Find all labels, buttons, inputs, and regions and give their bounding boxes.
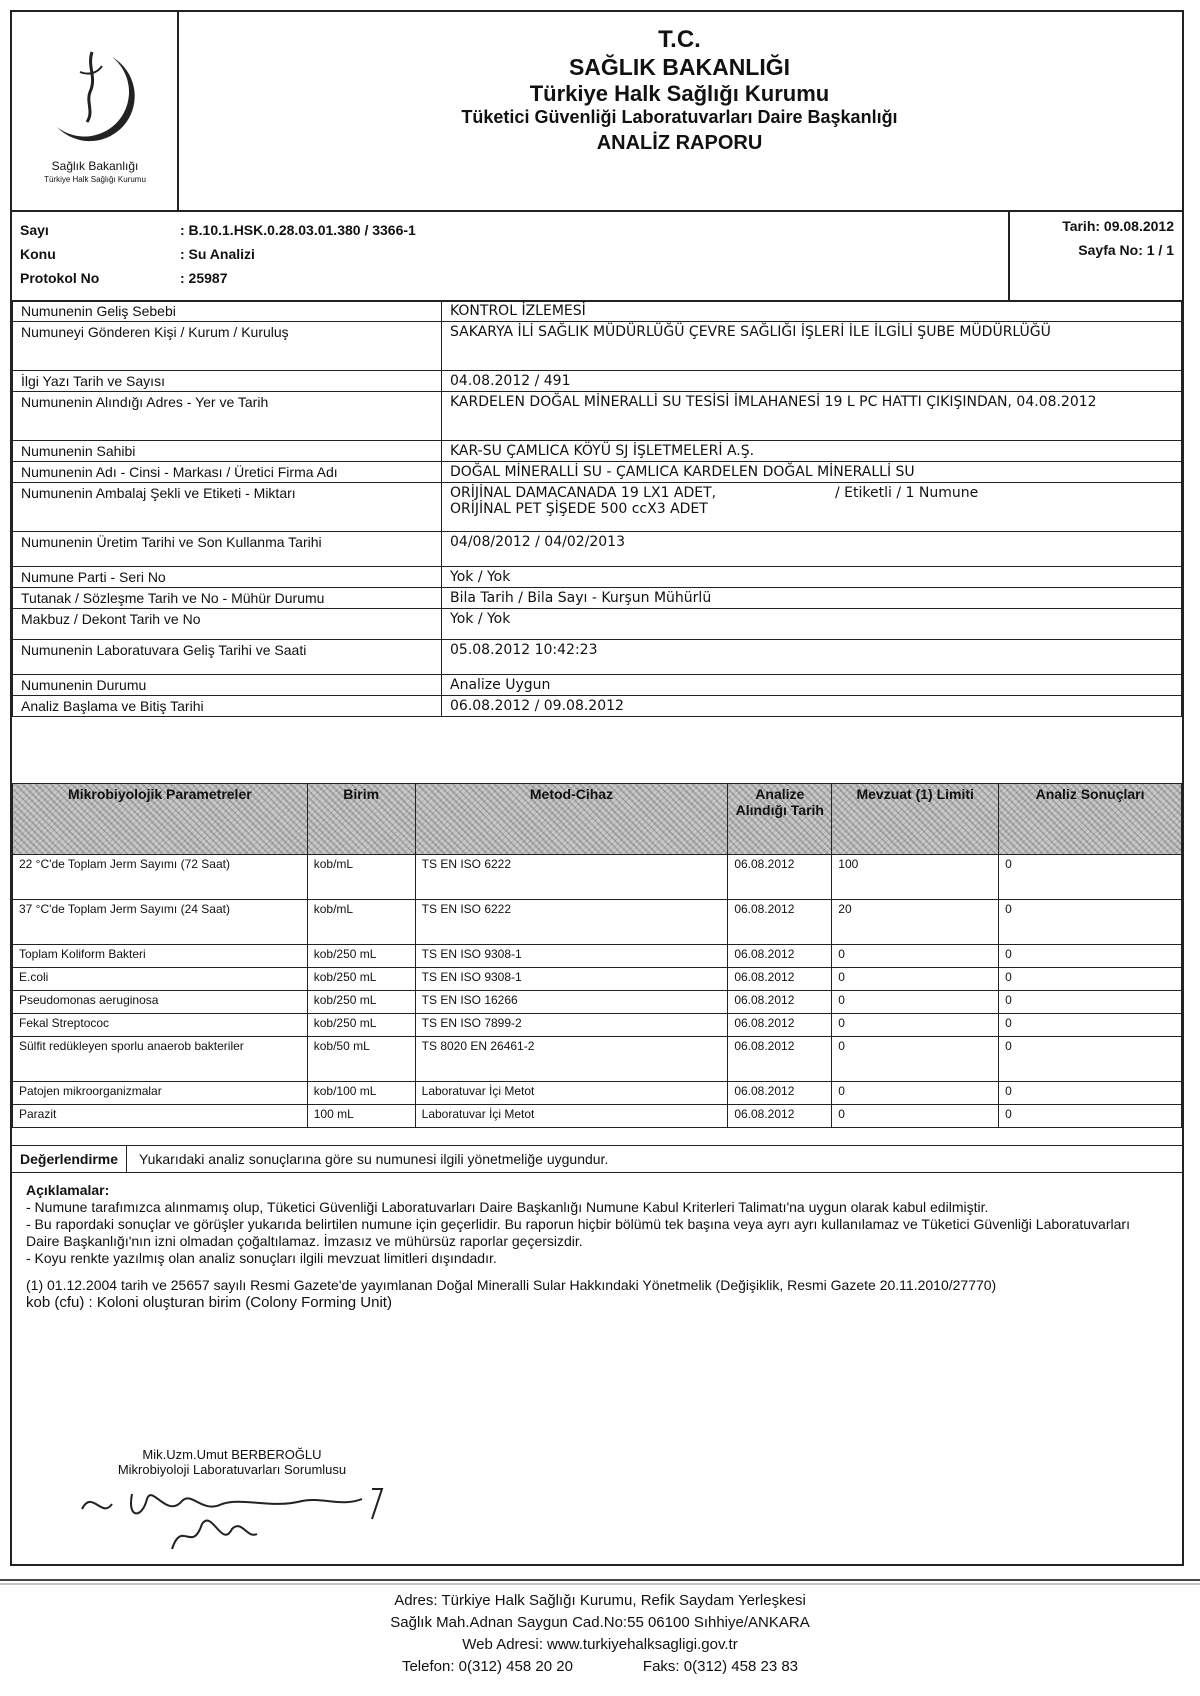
page-number: Sayfa No: 1 / 1: [1078, 242, 1174, 258]
evaluation-row: [12, 1145, 1182, 1173]
table-cell: kob/mL: [307, 855, 415, 900]
packaging-line-1: ORİJİNAL DAMACANADA 19 LX1 ADET,: [450, 485, 717, 501]
footer-fax: Faks: 0(312) 458 23 83: [642, 1658, 799, 1675]
protokol-value: : 25987: [180, 270, 228, 286]
column-header: Analiz Sonuçları: [999, 784, 1182, 855]
table-cell: 0: [999, 991, 1182, 1014]
evaluation-text: Yukarıdaki analiz sonuçlarına göre su numunesi ilgili yönetmeliğe uygundur.: [139, 1151, 609, 1167]
info-value: 05.08.2012 10:42:23: [442, 640, 1182, 675]
table-cell: E.coli: [13, 968, 308, 991]
table-cell: 0: [999, 900, 1182, 945]
table-row: [13, 675, 1182, 696]
table-cell: 0: [999, 1014, 1182, 1037]
footer-address: Adres: Türkiye Halk Sağlığı Kurumu, Refik Saydam Yerleşkesi: [394, 1592, 806, 1609]
table-cell: kob/250 mL: [307, 945, 415, 968]
table-cell: Fekal Streptococ: [13, 1014, 308, 1037]
report-date: Tarih: 09.08.2012: [1062, 218, 1174, 234]
report-header: [12, 12, 1182, 212]
page-footer: [0, 1590, 1200, 1678]
info-label: Numunenin Durumu: [13, 675, 442, 696]
packaging-line-2: ORİJİNAL PET ŞİŞEDE 500 ccX3 ADET: [450, 501, 708, 517]
table-row: [13, 532, 1182, 567]
table-row: [13, 991, 1182, 1014]
table-cell: kob/250 mL: [307, 968, 415, 991]
kob-definition: kob (cfu) : Koloni oluşturan birim (Colony Forming Unit): [26, 1294, 392, 1311]
info-label: Numunenin Geliş Sebebi: [13, 301, 442, 322]
table-cell: 06.08.2012: [728, 991, 832, 1014]
info-label: Numune Parti - Seri No: [13, 567, 442, 588]
column-header: Analize Alındığı Tarih: [728, 784, 832, 855]
info-value: 06.08.2012 / 09.08.2012: [442, 696, 1182, 717]
footer-divider: [0, 1578, 1200, 1586]
logo-text: Sağlık Bakanlığı: [51, 159, 139, 173]
table-cell: 0: [999, 855, 1182, 900]
table-cell: 0: [999, 1037, 1182, 1082]
footer-phone: Telefon: 0(312) 458 20 20: [401, 1658, 573, 1675]
column-header: Birim: [307, 784, 415, 855]
table-cell: kob/250 mL: [307, 991, 415, 1014]
info-value: Analize Uygun: [442, 675, 1182, 696]
table-row: [13, 640, 1182, 675]
packaging-label: / Etiketli / 1 Numune: [835, 485, 979, 501]
footnote: (1) 01.12.2004 tarih ve 25657 sayılı Resmi Gazete'de yayımlanan Doğal Mineralli Sular Hakkındaki Yönetmelik (Değişiklik, Resmi Gazete 20.11.2010/27770): [26, 1277, 997, 1293]
info-label: Numunenin Adı - Cinsi - Markası / Üretici Firma Adı: [13, 462, 442, 483]
info-label: Numunenin Alındığı Adres - Yer ve Tarih: [13, 392, 442, 441]
notes-section: [26, 1182, 1166, 1311]
table-cell: 06.08.2012: [728, 945, 832, 968]
table-cell: 0: [999, 968, 1182, 991]
table-cell: 0: [832, 1105, 999, 1128]
table-row: [13, 609, 1182, 640]
column-header: Metod-Cihaz: [415, 784, 728, 855]
handwritten-signature: [72, 1479, 392, 1559]
table-cell: TS EN ISO 6222: [415, 855, 728, 900]
info-value: KAR-SU ÇAMLICA KÖYÜ SJ İŞLETMELERİ A.Ş.: [442, 441, 1182, 462]
signatory-role: Mikrobiyoloji Laboratuvarları Sorumlusu: [117, 1462, 347, 1477]
table-row: [13, 1105, 1182, 1128]
table-cell: 0: [832, 1014, 999, 1037]
info-value: Bila Tarih / Bila Sayı - Kurşun Mühürlü: [442, 588, 1182, 609]
info-label: Tutanak / Sözleşme Tarih ve No - Mühür Durumu: [13, 588, 442, 609]
table-row: [13, 301, 1182, 322]
table-cell: kob/50 mL: [307, 1037, 415, 1082]
table-row: [13, 441, 1182, 462]
table-cell: 06.08.2012: [728, 1037, 832, 1082]
table-cell: 06.08.2012: [728, 968, 832, 991]
table-cell: 06.08.2012: [728, 1105, 832, 1128]
table-cell: Sülfit redükleyen sporlu anaerob bakteriler: [13, 1037, 308, 1082]
table-cell: 06.08.2012: [728, 900, 832, 945]
note-item: - Koyu renkte yazılmış olan analiz sonuçları ilgili mevzuat limitleri dışındadır.: [26, 1250, 497, 1266]
table-header-row: [13, 784, 1182, 855]
info-value: 04/08/2012 / 04/02/2013: [442, 532, 1182, 567]
info-value: [442, 483, 1182, 532]
table-row: [13, 1014, 1182, 1037]
table-row: [13, 1082, 1182, 1105]
table-cell: 20: [832, 900, 999, 945]
table-cell: TS EN ISO 16266: [415, 991, 728, 1014]
info-label: Numuneyi Gönderen Kişi / Kurum / Kuruluş: [13, 322, 442, 371]
logo-subtext: Türkiye Halk Sağlığı Kurumu: [44, 175, 146, 184]
table-row: [13, 696, 1182, 717]
crescent-logo-icon: [42, 42, 142, 152]
country-title: T.C.: [658, 26, 701, 53]
table-cell: 0: [832, 1037, 999, 1082]
report-title: ANALİZ RAPORU: [596, 132, 763, 154]
table-cell: kob/250 mL: [307, 1014, 415, 1037]
table-row: [13, 968, 1182, 991]
table-cell: kob/100 mL: [307, 1082, 415, 1105]
table-cell: Patojen mikroorganizmalar: [13, 1082, 308, 1105]
microbiology-table: [12, 783, 1182, 1128]
info-label: Numunenin Üretim Tarihi ve Son Kullanma Tarihi: [13, 532, 442, 567]
info-value: Yok / Yok: [442, 567, 1182, 588]
info-value: KONTROL İZLEMESİ: [442, 301, 1182, 322]
department-title: Tüketici Güvenliği Laboratuvarları Daire Başkanlığı: [461, 107, 898, 127]
table-cell: Laboratuvar İçi Metot: [415, 1082, 728, 1105]
report-meta: [12, 210, 1182, 302]
info-label: Numunenin Laboratuvara Geliş Tarihi ve Saati: [13, 640, 442, 675]
signatory-name: Mik.Uzm.Umut BERBEROĞLU: [142, 1447, 322, 1462]
table-cell: Toplam Koliform Bakteri: [13, 945, 308, 968]
footer-street: Sağlık Mah.Adnan Saygun Cad.No:55 06100 Sıhhiye/ANKARA: [390, 1614, 810, 1631]
info-value: DOĞAL MİNERALLİ SU - ÇAMLICA KARDELEN DOĞAL MİNERALLİ SU: [442, 462, 1182, 483]
table-cell: 0: [999, 945, 1182, 968]
info-value: 04.08.2012 / 491: [442, 371, 1182, 392]
table-cell: TS EN ISO 6222: [415, 900, 728, 945]
table-row: [13, 567, 1182, 588]
konu-value: : Su Analizi: [180, 246, 255, 262]
table-cell: 37 °C'de Toplam Jerm Sayımı (24 Saat): [13, 900, 308, 945]
info-label: Numunenin Sahibi: [13, 441, 442, 462]
table-row: [13, 588, 1182, 609]
protokol-label: Protokol No: [20, 270, 100, 286]
info-label: Numunenin Ambalaj Şekli ve Etiketi - Miktarı: [13, 483, 442, 532]
info-label: Analiz Başlama ve Bitiş Tarihi: [13, 696, 442, 717]
ministry-logo: [12, 12, 179, 210]
table-cell: 06.08.2012: [728, 855, 832, 900]
info-label: Makbuz / Dekont Tarih ve No: [13, 609, 442, 640]
table-cell: TS EN ISO 9308-1: [415, 968, 728, 991]
table-row: [13, 462, 1182, 483]
column-header: Mikrobiyolojik Parametreler: [13, 784, 308, 855]
table-cell: TS 8020 EN 26461-2: [415, 1037, 728, 1082]
sayi-value: : B.10.1.HSK.0.28.03.01.380 / 3366-1: [180, 222, 416, 238]
table-row: [13, 322, 1182, 371]
table-cell: Laboratuvar İçi Metot: [415, 1105, 728, 1128]
notes-heading: Açıklamalar:: [26, 1182, 110, 1198]
table-cell: 06.08.2012: [728, 1014, 832, 1037]
info-value: Yok / Yok: [442, 609, 1182, 640]
table-cell: 0: [832, 945, 999, 968]
table-cell: 06.08.2012: [728, 1082, 832, 1105]
sayi-label: Sayı: [20, 222, 49, 238]
table-cell: kob/mL: [307, 900, 415, 945]
note-item: - Bu rapordaki sonuçlar ve görüşler yukarıda belirtilen numune için geçerlidir. Bu raporun hiçbir bölümü tek başına veya ayrı ayrı kullanılamaz ve Tüketici Güvenliği Laboratuvarları Daire Başkanlığı'nın izni olmadan çoğaltılamaz. İmzasız ve mühürsüz raporlar geçersizdir.: [26, 1216, 1130, 1249]
ministry-title: SAĞLIK BAKANLIĞI: [568, 54, 791, 80]
note-item: - Numune tarafımızca alınmamış olup, Tüketici Güvenliği Laboratuvarları Daire Başkanlığı Numune Kabul Kriterleri Talimatı'na uygun olarak kabul edilmiştir.: [26, 1199, 989, 1215]
table-cell: TS EN ISO 9308-1: [415, 945, 728, 968]
table-row: [13, 392, 1182, 441]
table-cell: 0: [832, 991, 999, 1014]
table-cell: 0: [999, 1082, 1182, 1105]
table-cell: TS EN ISO 7899-2: [415, 1014, 728, 1037]
table-row: [13, 483, 1182, 532]
signature-block: [72, 1447, 392, 1559]
konu-label: Konu: [20, 246, 56, 262]
table-row: [13, 1037, 1182, 1082]
table-cell: 0: [832, 1082, 999, 1105]
table-cell: 100 mL: [307, 1105, 415, 1128]
footer-web: Web Adresi: www.turkiyehalksagligi.gov.tr: [462, 1636, 738, 1653]
table-row: [13, 371, 1182, 392]
table-cell: 0: [832, 968, 999, 991]
table-cell: 22 °C'de Toplam Jerm Sayımı (72 Saat): [13, 855, 308, 900]
sample-info-table: [12, 300, 1182, 717]
info-value: KARDELEN DOĞAL MİNERALLİ SU TESİSİ İMLAHANESİ 19 L PC HATTI ÇIKIŞINDAN, 04.08.2012: [442, 392, 1182, 441]
institution-title: Türkiye Halk Sağlığı Kurumu: [529, 81, 830, 106]
evaluation-label: Değerlendirme: [12, 1146, 127, 1172]
column-header: Mevzuat (1) Limiti: [832, 784, 999, 855]
table-row: [13, 945, 1182, 968]
table-cell: Parazit: [13, 1105, 308, 1128]
info-label: İlgi Yazı Tarih ve Sayısı: [13, 371, 442, 392]
table-cell: 100: [832, 855, 999, 900]
report-sheet: [10, 10, 1184, 1566]
table-cell: Pseudomonas aeruginosa: [13, 991, 308, 1014]
table-cell: 0: [999, 1105, 1182, 1128]
table-row: [13, 855, 1182, 900]
table-row: [13, 900, 1182, 945]
info-value: SAKARYA İLİ SAĞLIK MÜDÜRLÜĞÜ ÇEVRE SAĞLIĞI İŞLERİ İLE İLGİLİ ŞUBE MÜDÜRLÜĞÜ: [442, 322, 1182, 371]
